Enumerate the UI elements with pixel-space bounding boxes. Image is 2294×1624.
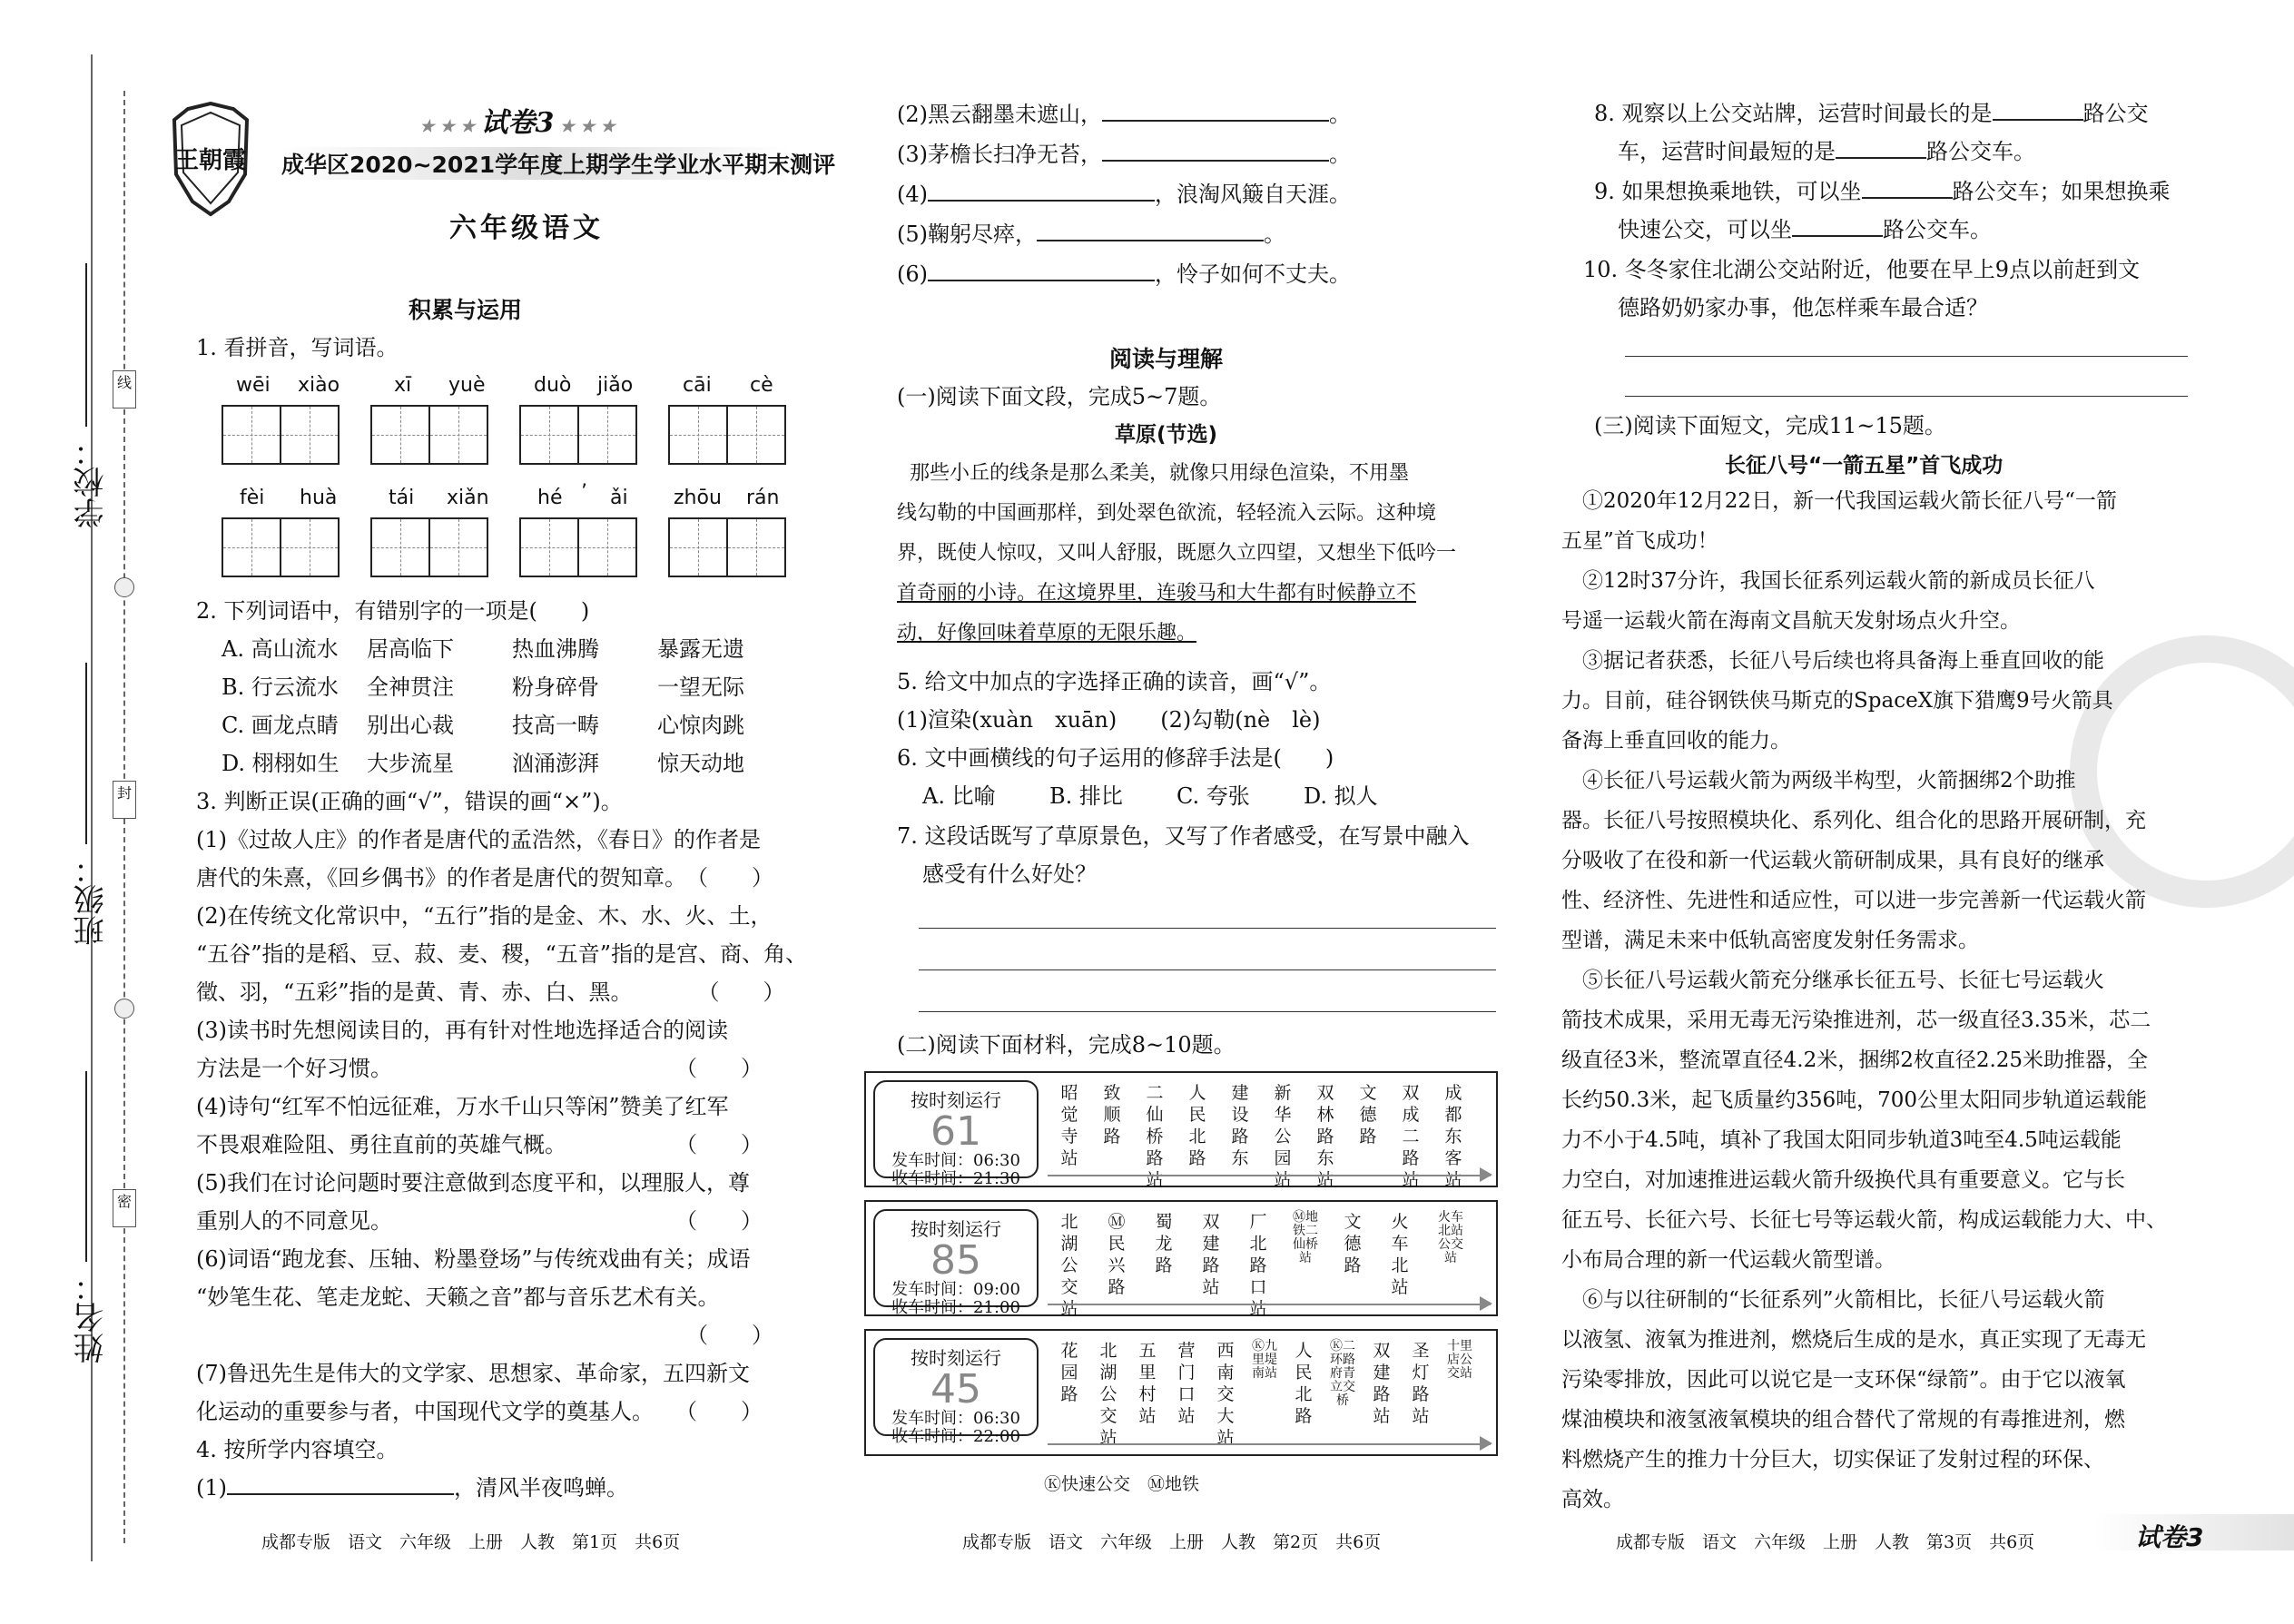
binding-mark-xian: 线 [113, 370, 136, 408]
q2-option-c[interactable]: C. 画龙点睛 别出心裁 技高一畴 心惊肉跳 [222, 713, 744, 738]
answer-blank[interactable] [1037, 216, 1264, 241]
q2-options [222, 630, 744, 782]
bus-stop: 人民北路 [1295, 1341, 1313, 1426]
poem-fill-blanks [897, 94, 1351, 294]
bus-stop: 西南交大站 [1216, 1341, 1235, 1448]
bus-stop: 文德路 [1344, 1212, 1362, 1275]
article-line: 力空白，对加速推进运载火箭升级换代具有重要意义。它与长 [1561, 1168, 2125, 1192]
answer-line[interactable] [1625, 356, 2188, 357]
q6-options [922, 777, 1378, 815]
q3-line: “五谷”指的是稻、豆、菽、麦、稷，“五音”指的是宫、商、角、 [196, 941, 808, 967]
q6-option-c[interactable]: C. 夸张 [1177, 783, 1250, 809]
bus-stop: 厂北路口站 [1249, 1212, 1267, 1319]
q6-option-a[interactable]: A. 比喻 [922, 783, 996, 809]
schedule-label: 按时刻运行 [911, 1218, 1001, 1240]
route-line [1048, 1304, 1491, 1305]
article-line: ①2020年12月22日，新一代我国运载火箭长征八号“一箭 [1561, 489, 2117, 513]
pinyin: wēi [236, 374, 271, 397]
article-line: 征五号、长征六号、长征七号等运载火箭，构成运载能力大、中、 [1561, 1208, 2167, 1232]
pinyin: cè [750, 374, 773, 397]
article-line: 小布局合理的新一代运载火箭型谱。 [1561, 1248, 1895, 1272]
departure-time: 发车时间：06:30 [891, 1409, 1020, 1428]
bus-stop: 双建路站 [1202, 1212, 1220, 1297]
q3-line: (2)在传统文化常识中，“五行”指的是金、木、水、火、土， [196, 903, 773, 929]
article-line: 级直径3米，整流罩直径4.2米，捆绑2枚直径2.25米助推器，全 [1561, 1048, 2149, 1072]
return-time: 收车时间：21:30 [891, 1169, 1020, 1188]
bus-stop: Ⓜ民兴路 [1108, 1212, 1126, 1297]
q3-prompt: 3. 判断正误(正确的画“√”，错误的画“×”)。 [196, 789, 623, 814]
bus-stop: 营门口站 [1177, 1341, 1196, 1426]
passage-line-underlined: 首奇丽的小诗。在这境界里，连骏马和大牛都有时候静立不 [897, 582, 1417, 605]
article-line: 性、经济性、先进性和适应性，可以进一步完善新一代运载火箭 [1561, 889, 2146, 912]
q6-option-b[interactable]: B. 排比 [1049, 783, 1123, 809]
q5-options[interactable]: (1)渲染(xuàn xuān) (2)勾勒(nè lè) [897, 707, 1321, 733]
q3-line: (1)《过故人庄》的作者是唐代的孟浩然，《春日》的作者是 [196, 827, 761, 852]
article-title: 长征八号“一箭五星”首飞成功 [1725, 454, 2004, 477]
bus-stop: Ⓚ九里堤南站 [1252, 1339, 1277, 1381]
part2-prompt: (二)阅读下面材料，完成8~10题。 [897, 1032, 1236, 1058]
writing-grid[interactable] [222, 517, 338, 577]
q3-line: (3)读书时先想阅读目的，再有针对性地选择适合的阅读 [196, 1018, 728, 1043]
bus-schedule-box [873, 1080, 1039, 1188]
answer-blank[interactable] [1102, 136, 1329, 162]
passage-line: 界，既使人惊叹，又叫人舒服，既愿久立四望，又想坐下低吟一 [897, 542, 1457, 565]
bus-stop: 致顺路 [1103, 1083, 1121, 1147]
answer-blank[interactable] [928, 176, 1155, 202]
bus-stop: 火车北站公交站 [1438, 1210, 1463, 1265]
bus-stop: 新华公园站 [1274, 1083, 1292, 1190]
column-1 [196, 0, 808, 1624]
passage-line: 那些小丘的线条是那么柔美，就像只用绿色渲染，不用墨 [910, 462, 1410, 485]
bus-stop: 双林路东站 [1316, 1083, 1334, 1190]
answer-blank[interactable] [1862, 173, 1953, 199]
bus-stop: 十里店公交站 [1447, 1339, 1472, 1381]
bus-stop: 花园路 [1060, 1341, 1078, 1404]
bus-stop: 北湖公交站 [1099, 1341, 1117, 1448]
pinyin: xiǎn [447, 487, 489, 509]
article-line: 料燃烧产生的推力十分巨大，切实保证了发射过程的环保、 [1561, 1448, 2104, 1471]
article-line: 分吸收了在役和新一代运载火箭研制成果，具有良好的继承 [1561, 849, 2104, 872]
q4-prompt: 4. 按所学内容填空。 [196, 1437, 399, 1462]
school-field[interactable] [85, 263, 87, 427]
return-time: 收车时间：21:00 [891, 1298, 1020, 1317]
q8-line-1: 8. 观察以上公交站牌，运营时间最长的是 路公交 [1594, 94, 2149, 133]
return-time: 收车时间：22:00 [891, 1427, 1020, 1446]
q3-items [196, 821, 807, 1431]
pinyin: xiào [298, 374, 340, 397]
q4-fill-5: (5)鞠躬尽瘁， 。 [897, 214, 1351, 254]
q3-line[interactable]: 方法是一个好习惯。 （ ） [196, 1056, 763, 1081]
pinyin: ’ [581, 481, 587, 504]
bus-sign-85 [864, 1200, 1498, 1319]
writing-grid[interactable] [668, 405, 784, 465]
q7-prompt: 7. 这段话既写了草原景色，又写了作者感受，在写景中融入 [897, 823, 1470, 849]
column-3 [1561, 0, 2197, 1624]
badge-text: 试卷3 [480, 107, 555, 139]
article-line: ③据记者获悉，长征八号后续也将具备海上垂直回收的能 [1561, 649, 2104, 673]
passage-title: 草原(节选) [1115, 423, 1218, 447]
writing-grid[interactable] [519, 517, 635, 577]
pinyin: fèi [240, 487, 265, 509]
departure-time: 发车时间：06:30 [891, 1151, 1020, 1170]
star-icons: ★ ★ ★ [419, 117, 481, 136]
article-line: 长约50.3米，起飞质量约356吨，700公里太阳同步轨道运载能 [1561, 1088, 2148, 1112]
q3-line[interactable]: 重别人的不同意见。 （ ） [196, 1208, 763, 1234]
q2-option-d[interactable]: D. 栩栩如生 大步流星 汹涌澎湃 惊天动地 [222, 751, 744, 776]
pinyin: jiǎo [597, 374, 634, 397]
q6-prompt: 6. 文中画横线的句子运用的修辞手法是( ) [897, 745, 1334, 771]
article-line: ④长征八号运载火箭为两级半构型，火箭捆绑2个助推 [1561, 769, 2076, 792]
binding-strip [0, 0, 163, 1624]
answer-blank[interactable] [1836, 133, 1926, 159]
legend-bus-rapid: Ⓚ快速公交 [1044, 1474, 1131, 1494]
pinyin: huà [300, 487, 338, 509]
q2-option-a[interactable]: A. 高山流水 居高临下 热血沸腾 暴露无遗 [222, 636, 744, 662]
route-number: 45 [930, 1366, 981, 1412]
article-line: 五星”首飞成功！ [1561, 529, 1718, 553]
q7-prompt-cont: 感受有什么好处？ [922, 861, 1097, 887]
page-footer-1: 成都专版 语文 六年级 上册 人教 第1页 共6页 [261, 1532, 681, 1552]
bus-schedule-box [873, 1338, 1039, 1446]
q10-prompt: 10. 冬冬家住北湖公交站附近，他要在早上9点以前赶到文 [1583, 257, 2141, 282]
departure-time: 发车时间：09:00 [891, 1280, 1020, 1299]
name-label: 姓名： [74, 1271, 110, 1363]
footer-badge-bg [2093, 1514, 2294, 1550]
article-line: 煤油模块和液氢液氧模块的组合替代了常规的有毒推进剂，燃 [1561, 1408, 2125, 1432]
q4-fill-6: (6) ，怜子如何不丈夫。 [897, 254, 1351, 294]
writing-grid[interactable] [519, 405, 635, 465]
route-line [1048, 1175, 1491, 1176]
pinyin: cāi [683, 374, 712, 397]
bus-stop: 圣灯路站 [1412, 1341, 1430, 1426]
route-number: 85 [930, 1237, 981, 1284]
pinyin: zhōu [674, 487, 722, 509]
article-line: ⑤长征八号运载火箭充分继承长征五号、长征七号运载火 [1561, 969, 2104, 992]
binding-hole-icon [114, 577, 134, 597]
pinyin: xī [394, 374, 412, 397]
bus-stop: 文德路 [1359, 1083, 1377, 1147]
answer-line[interactable] [919, 969, 1496, 970]
q3-line: (7)鲁迅先生是伟大的文学家、思想家、革命家，五四新文 [196, 1361, 750, 1386]
q2-option-b[interactable]: B. 行云流水 全神贯注 粉身碎骨 一望无际 [222, 674, 744, 700]
bus-stop: 成都东客站 [1444, 1083, 1462, 1190]
passage-line-underlined: 动，好像回味着草原的无限乐趣。 [897, 622, 1197, 645]
name-field[interactable] [85, 1071, 87, 1262]
answer-line[interactable] [919, 1011, 1496, 1012]
answer-line[interactable] [919, 928, 1496, 929]
q8-line-2: 车，运营时间最短的是 路公交车。 [1618, 133, 2035, 171]
pinyin: yuè [448, 374, 486, 397]
binding-hole-icon [114, 999, 134, 1019]
class-label: 班级： [74, 853, 110, 946]
section-heading-reading: 阅读与理解 [1109, 346, 1224, 372]
logo-text: 王朝霞 [174, 147, 246, 174]
article-line: 号遥一运载火箭在海南文昌航天发射场点火升空。 [1561, 609, 2021, 633]
star-icons: ★ ★ ★ [554, 117, 615, 136]
q3-line: (5)我们在讨论问题时要注意做到态度平和，以理服人，尊 [196, 1170, 750, 1196]
subject-title: 六年级语文 [449, 212, 604, 244]
q3-line: (4)诗句“红军不怕远征难，万水千山只等闲”赞美了红军 [196, 1094, 729, 1119]
pinyin: ǎi [610, 487, 628, 509]
class-field[interactable] [85, 663, 87, 844]
writing-grid[interactable] [370, 405, 487, 465]
exam-title: 成华区2020~2021学年度上期学生学业水平期末测评 [281, 147, 790, 180]
article-line: 力不小于4.5吨，填补了我国太阳同步轨道3吨至4.5吨运载能 [1561, 1128, 2122, 1152]
bus-stop: Ⓜ地铁二仙桥站 [1293, 1210, 1318, 1265]
schedule-label: 按时刻运行 [911, 1089, 1001, 1111]
q4-fill-2: (2)黑云翻墨未遮山， 。 [897, 94, 1351, 134]
binding-mark-feng: 封 [113, 781, 136, 819]
bus-stop: 人民北路 [1188, 1083, 1206, 1168]
article-line: 以液氢、液氧为推进剂，燃烧后生成的是水，真正实现了无毒无 [1561, 1328, 2146, 1352]
direction-arrow-icon [1480, 1296, 1492, 1311]
q10-prompt-cont: 德路奶奶家办事，他怎样乘车最合适？ [1618, 295, 1988, 320]
bus-stop: 火车北站 [1391, 1212, 1409, 1297]
writing-grid[interactable] [668, 517, 784, 577]
pinyin: rán [746, 487, 780, 509]
q3-line: (6)词语“跑龙套、压轴、粉墨登场”与传统戏曲有关；成语 [196, 1246, 751, 1272]
writing-grid[interactable] [222, 405, 338, 465]
section-heading-accumulation: 积累与运用 [409, 297, 523, 323]
answer-blank[interactable] [928, 256, 1155, 281]
bus-stop: 双成二路站 [1402, 1083, 1420, 1190]
article-line: 器。长征八号按照模块化、系列化、组合化的思路开展研制，充 [1561, 809, 2146, 832]
q5-prompt: 5. 给文中加点的字选择正确的读音，画“√”。 [897, 669, 1332, 694]
bus-legend [1044, 1471, 1199, 1495]
page-footer-2: 成都专版 语文 六年级 上册 人教 第2页 共6页 [962, 1532, 1382, 1552]
bus-stop: 蜀龙路 [1155, 1212, 1173, 1275]
q2-prompt: 2. 下列词语中，有错别字的一项是( ) [196, 598, 590, 624]
answer-line[interactable] [1625, 396, 2188, 397]
answer-blank[interactable] [1993, 95, 2083, 121]
article [1561, 481, 2167, 1520]
article-line: 型谱，满足未来中低轨高密度发射任务需求。 [1561, 929, 1979, 952]
q6-option-d[interactable]: D. 拟人 [1304, 783, 1378, 809]
passage-line: 线勾勒的中国画那样，到处翠色欲流，轻轻流入云际。这种境 [897, 502, 1437, 525]
bus-schedule-box [873, 1209, 1039, 1317]
pinyin: hé [537, 487, 563, 509]
route-number: 61 [930, 1108, 981, 1155]
q3-line[interactable]: 化运动的重要参与者，中国现代文学的奠基人。 （ ） [196, 1399, 763, 1424]
bus-stop: 建设路东 [1231, 1083, 1249, 1168]
q1-prompt: 1. 看拼音，写词语。 [196, 335, 399, 360]
pinyin: tái [389, 487, 415, 509]
q3-line[interactable]: 唐代的朱熹，《回乡偶书》的作者是唐代的贺知章。 （ ） [196, 865, 773, 891]
bus-stop: 双建路站 [1373, 1341, 1391, 1426]
binding-mark-mi: 密 [113, 1189, 136, 1227]
bus-stop: 二仙桥路站 [1146, 1083, 1164, 1190]
article-line: 备海上垂直回收的能力。 [1561, 729, 1791, 753]
article-line: 污染零排放，因此可以说它是一支环保“绿箭”。由于它以液氧 [1561, 1368, 2126, 1392]
q3-line[interactable]: （ ） [196, 1323, 773, 1348]
bus-stop: Ⓚ二环路府青立交桥 [1330, 1339, 1355, 1408]
bus-sign-61 [864, 1071, 1498, 1190]
passage [897, 454, 1496, 654]
pinyin: duò [534, 374, 572, 397]
q3-line: “妙笔生花、笔走龙蛇、天籁之音”都与音乐艺术有关。 [196, 1284, 720, 1310]
bus-stop: 昭觉寺站 [1060, 1083, 1078, 1168]
route-line [1048, 1443, 1491, 1445]
school-label: 学校： [74, 436, 110, 528]
direction-arrow-icon [1480, 1167, 1492, 1182]
bus-stop: 五里村站 [1138, 1341, 1157, 1426]
part1-prompt: (一)阅读下面文段，完成5~7题。 [897, 384, 1222, 409]
q9-line-1: 9. 如果想换乘地铁，可以坐 路公交车；如果想换乘 [1594, 172, 2171, 211]
q4-fill-1: (1) ，清风半夜鸣蝉。 [196, 1469, 628, 1507]
article-line: 高效。 [1561, 1488, 1624, 1511]
article-line: 箭技术成果，采用无毒无污染推进剂，芯一级直径3.35米，芯二 [1561, 1009, 2151, 1032]
q4-fill-4: (4) ，浪淘风簸自天涯。 [897, 174, 1351, 214]
bus-stop: 北湖公交站 [1060, 1212, 1078, 1319]
answer-blank[interactable] [1792, 212, 1883, 237]
legend-metro: Ⓜ地铁 [1147, 1474, 1200, 1494]
article-line: ②12时37分许，我国长征系列运载火箭的新成员长征八 [1561, 569, 2095, 593]
answer-blank[interactable] [227, 1470, 454, 1495]
bus-sign-45 [864, 1329, 1498, 1456]
page-footer-3: 成都专版 语文 六年级 上册 人教 第3页 共6页 [1616, 1532, 2035, 1552]
article-line: ⑥与以往研制的“长征系列”火箭相比，长征八号运载火箭 [1561, 1288, 2105, 1312]
writing-grid[interactable] [370, 517, 487, 577]
q3-line[interactable]: 徵、羽，“五彩”指的是黄、青、赤、白、黑。 （ ） [196, 979, 785, 1005]
schedule-label: 按时刻运行 [911, 1347, 1001, 1369]
answer-blank[interactable] [1102, 96, 1329, 122]
article-line: 力。目前，硅谷钢铁侠马斯克的SpaceX旗下猎鹰9号火箭具 [1561, 689, 2113, 713]
direction-arrow-icon [1480, 1436, 1492, 1451]
q3-line[interactable]: 不畏艰难险阻、勇往直前的英雄气概。 （ ） [196, 1132, 763, 1157]
part3-prompt: (三)阅读下面短文，完成11~15题。 [1594, 413, 1946, 438]
q9-line-2: 快速公交，可以坐 路公交车。 [1618, 211, 1992, 249]
footer-badge: 试卷3 [2135, 1522, 2204, 1552]
q4-fill-3: (3)茅檐长扫净无苔， 。 [897, 134, 1351, 174]
